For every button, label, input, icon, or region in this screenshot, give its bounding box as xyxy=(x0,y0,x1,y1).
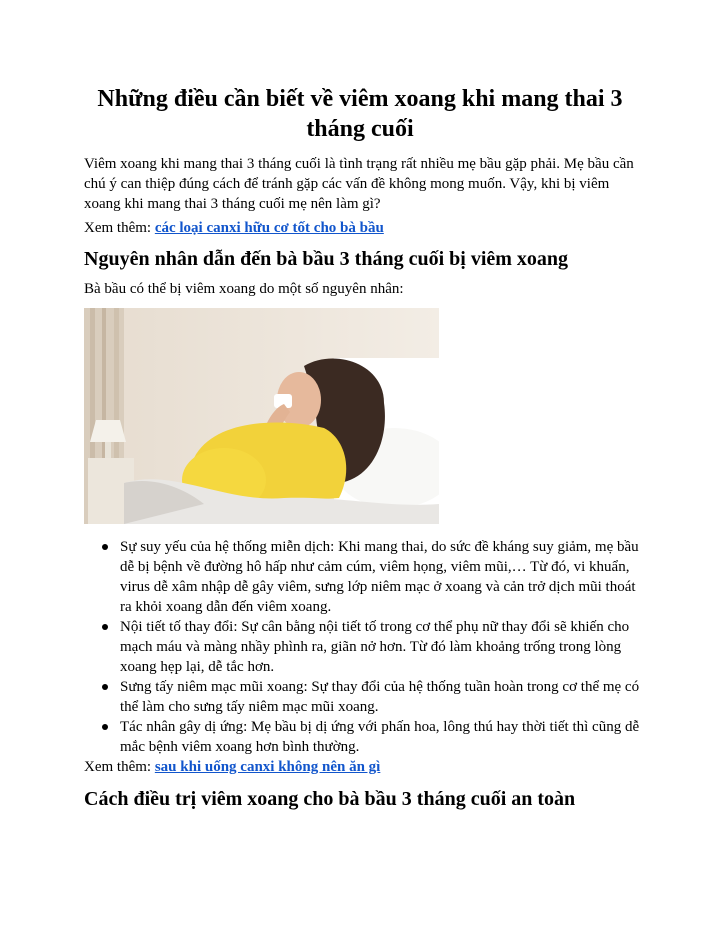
bullet-icon xyxy=(102,544,108,550)
list-item-text: Nội tiết tố thay đổi: Sự cân bằng nội tiết tố trong cơ thể phụ nữ thay đổi sẽ khiến cho mạch máu và màng nhầy phình ra, giãn nở hơn. Từ đó làm khoảng trống trong lòng xoang hẹp lại, dễ tắc hơn. xyxy=(120,619,630,675)
see-also-2 xyxy=(84,757,640,777)
list-item-text: Sự suy yếu của hệ thống miễn dịch: Khi mang thai, do sức đề kháng suy giảm, mẹ bầu dễ bị bệnh về đường hô hấp như cảm cúm, viêm họng, viêm mũi,… Từ đó, vi khuẩn, virus dễ xâm nhập dễ gây viêm, sưng lớp niêm mạc ở xoang và cản trở dịch mũi thoát ra khỏi xoang dẫn đến viêm xoang. xyxy=(120,539,639,615)
causes-lead: Bà bầu có thể bị viêm xoang do một số nguyên nhân: xyxy=(84,281,404,297)
link-sau-khi-uong-canxi[interactable]: sau khi uống canxi không nên ăn gì xyxy=(154,759,381,775)
list-item xyxy=(84,617,640,677)
list-item-text: Sưng tấy niêm mạc mũi xoang: Sự thay đổi của hệ thống tuần hoàn trong cơ thể mẹ có thể làm cho sưng tấy niêm mạc mũi xoang. xyxy=(120,679,640,715)
bullet-icon xyxy=(102,684,108,690)
list-item xyxy=(84,537,640,617)
list-item-text: Tác nhân gây dị ứng: Mẹ bầu bị dị ứng với phấn hoa, lông thú hay thời tiết thì cũng dễ mắc bệnh viêm xoang hơn bình thường. xyxy=(120,719,640,755)
list-item xyxy=(84,677,640,717)
bullet-icon xyxy=(102,624,108,630)
bullet-icon xyxy=(102,724,108,730)
section-heading-treatment: Cách điều trị viêm xoang cho bà bầu 3 tháng cuối an toàn xyxy=(84,788,576,810)
link-canxi-huu-co[interactable]: các loại canxi hữu cơ tốt cho bà bầu xyxy=(154,220,384,236)
pregnant-woman-photo xyxy=(84,308,439,524)
causes-list xyxy=(84,537,640,757)
intro-paragraph: Viêm xoang khi mang thai 3 tháng cuối là tình trạng rất nhiều mẹ bầu gặp phải. Mẹ bầu cần chú ý can thiệp đúng cách để tránh gặp các vấn đề không mong muốn. Vậy, khi bị viêm xoang khi mang thai 3 tháng cuối mẹ nên làm gì? xyxy=(84,156,634,212)
see-also-prefix: Xem thêm: xyxy=(84,220,155,236)
see-also-prefix: Xem thêm: xyxy=(84,759,155,775)
list-item xyxy=(84,717,640,757)
section-heading-causes: Nguyên nhân dẫn đến bà bầu 3 tháng cuối bị viêm xoang xyxy=(84,248,569,270)
see-also-1 xyxy=(84,218,640,238)
page-title: Những điều cần biết về viêm xoang khi mang thai 3 tháng cuối xyxy=(97,86,623,142)
